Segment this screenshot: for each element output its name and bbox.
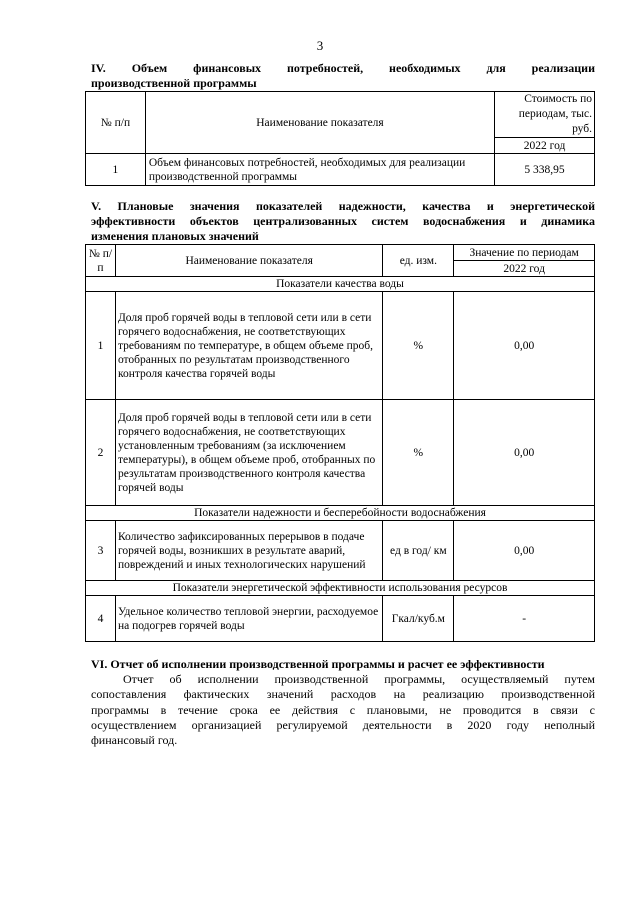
table-row [86,596,595,642]
table-row [86,154,595,186]
row-num: 1 [86,154,146,186]
row-num: 4 [86,596,116,642]
col-header-value: Значение по периодам [454,245,595,261]
row-value: 0,00 [454,521,595,581]
page-number: 3 [316,38,324,53]
table-row [86,521,595,581]
section6-paragraph [91,672,595,748]
paragraph-line: Отчет об исполнении производственной программы, осуществляемый путем [123,672,595,686]
col-header-name: Наименование показателя [145,92,494,154]
financial-needs-table [85,91,595,186]
col-header-num: № п/п [86,92,146,154]
paragraph-line: программы в течение срока ее действия с плановыми, не проводится в связи с [91,702,595,717]
group-reliability: Показатели надежности и бесперебойности водоснабжения [86,506,595,521]
section5-title [91,199,595,244]
section6-title: VI. Отчет об исполнении производственной программы и расчет ее эффективности [91,657,545,671]
paragraph-line: сопоставления фактических значений расходов на реализацию производственной [91,687,595,702]
row-name: Удельное количество тепловой энергии, расходуемое на подогрев горячей воды [115,596,382,642]
col-header-year: 2022 год [495,138,595,154]
table-row [86,400,595,506]
col-header-num: № п/п [86,245,116,277]
section4-title [91,61,595,91]
row-name: Доля проб горячей воды в тепловой сети или в сети горячего водоснабжения, не соответствующих требованиям по температуре, в общем объеме проб, отобранных по результатам производственного контроля качества горячей воды [115,292,382,400]
section4-title-line1: IV. Объем финансовых потребностей, необходимых для реализации [91,61,595,75]
col-header-name: Наименование показателя [115,245,382,277]
col-header-unit: ед. изм. [383,245,454,277]
row-value: 0,00 [454,292,595,400]
paragraph-line: финансовый год. [91,733,178,748]
paragraph-line: осуществлением организацией регулируемой деятельности в 2020 году неполный [91,717,595,732]
row-unit: % [383,400,454,506]
section5-title-line1: V. Плановые значения показателей надежности, качества и энергетической [91,199,595,213]
section5-title-line2: эффективности объектов централизованных систем водоснабжения и динамика [91,214,595,228]
section4-title-line2: производственной программы [91,76,257,90]
row-value: 0,00 [454,400,595,506]
row-num: 3 [86,521,116,581]
row-unit: % [383,292,454,400]
col-header-year: 2022 год [454,261,595,277]
row-num: 1 [86,292,116,400]
row-unit: ед в год/ км [383,521,454,581]
row-value: - [454,596,595,642]
table-row [86,292,595,400]
group-quality: Показатели качества воды [86,277,595,292]
row-name: Количество зафиксированных перерывов в подаче горячей воды, возникших в результате аварий, повреждений и иных технологических нарушений [115,521,382,581]
indicators-table [85,244,595,642]
row-unit: Гкал/куб.м [383,596,454,642]
section5-title-line3: изменения плановых значений [91,229,259,243]
row-value: 5 338,95 [495,154,595,186]
row-name: Доля проб горячей воды в тепловой сети или в сети горячего водоснабжения, не соответствующих установленным требованиям (за исключением температуры), в общем объеме проб, отобранных по результатам производственного контроля качества горячей воды [115,400,382,506]
group-energy: Показатели энергетической эффективности использования ресурсов [86,581,595,596]
row-num: 2 [86,400,116,506]
row-name: Объем финансовых потребностей, необходимых для реализации производственной программы [145,154,494,186]
col-header-cost: Стоимость по периодам, тыс. руб. [495,92,595,138]
